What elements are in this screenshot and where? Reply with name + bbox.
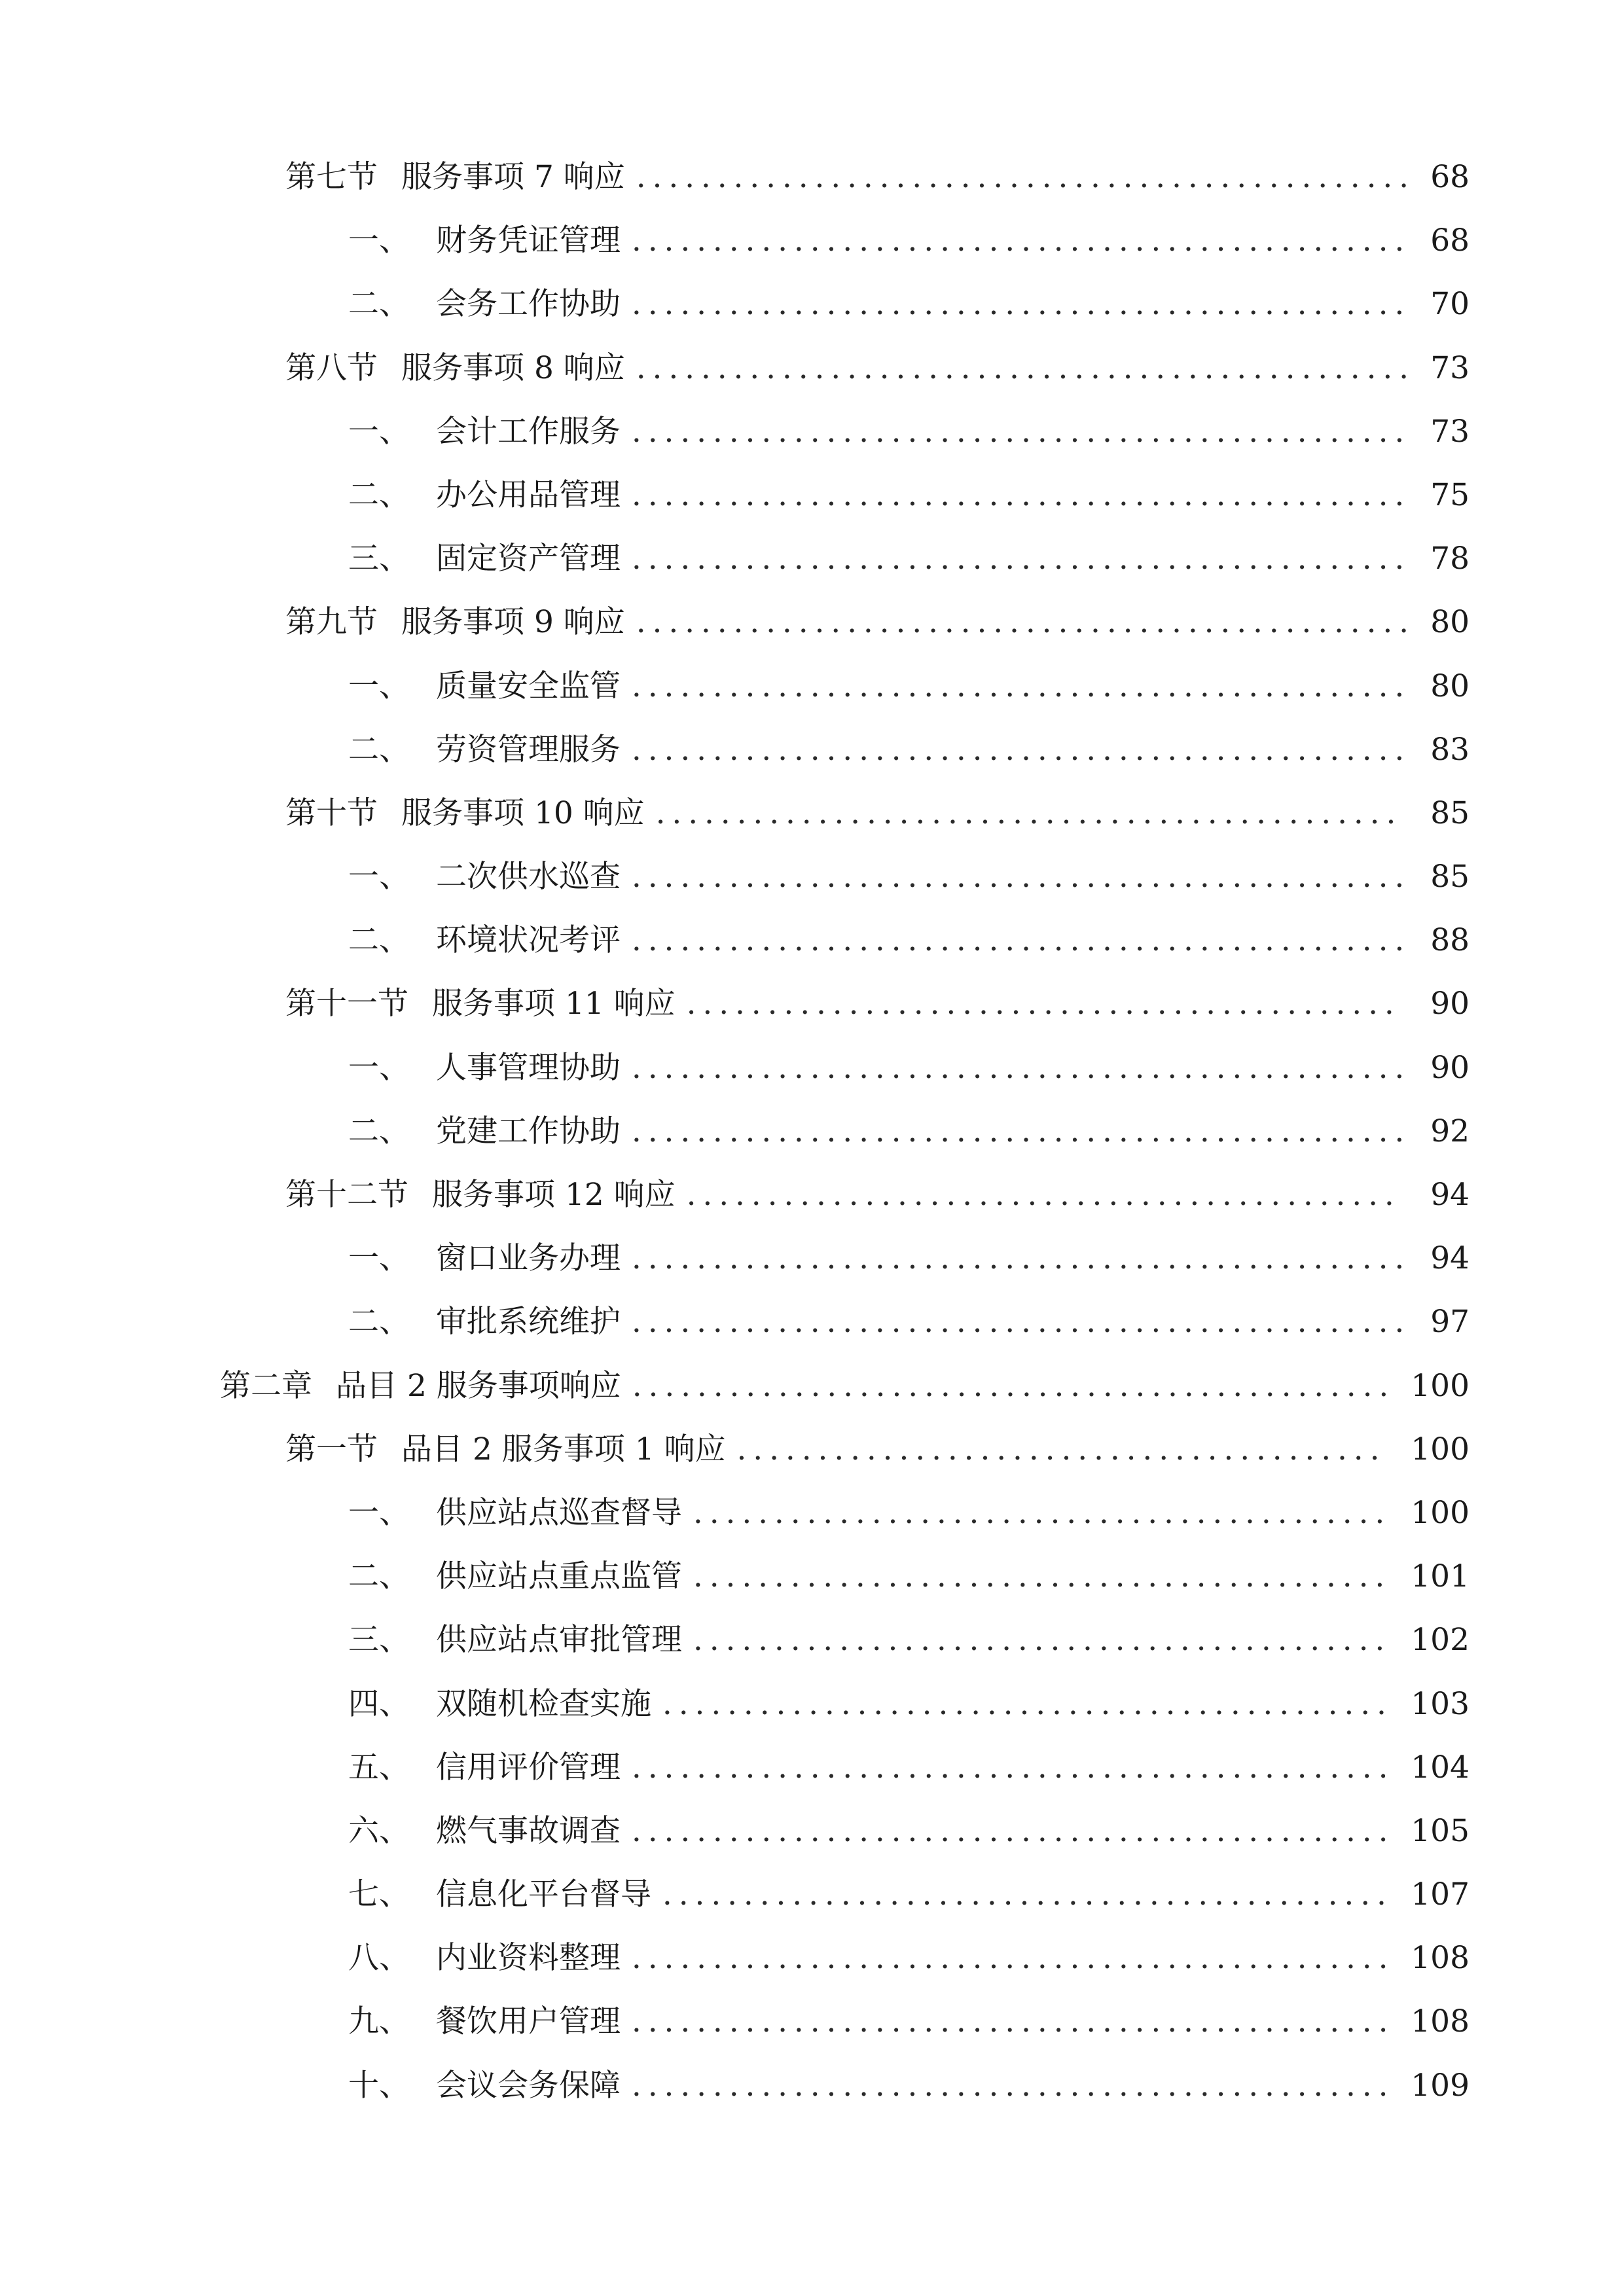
toc-entry-number: 一、 [348, 223, 410, 259]
toc-entry-label [348, 2054, 621, 2117]
toc-entry-label [285, 781, 645, 845]
toc-entry-number: 三、 [348, 1622, 410, 1659]
toc-entry[interactable] [0, 1418, 1624, 1481]
toc-entry-number: 八、 [348, 1940, 410, 1977]
toc-entry-number: 四、 [348, 1685, 410, 1722]
toc-entry[interactable] [0, 845, 1624, 908]
toc-entry-title: 餐饮用户管理 [436, 2003, 621, 2040]
toc-entry-number: 二、 [348, 286, 410, 323]
toc-entry-page-number: 85 [1430, 859, 1470, 895]
toc-dot-leader: . . . . . . . . . . . . . . . . . . . . . . . . . . . . . . . . . . . . . . . . . . . . [686, 986, 1394, 1022]
toc-entry[interactable] [0, 590, 1624, 654]
toc-entry[interactable] [0, 1736, 1624, 1799]
toc-entry[interactable] [0, 1608, 1624, 1672]
toc-dot-leader: . . . . . . . . . . . . . . . . . . . . . . . . . . . . . . . . . . . . . . . . . . . . . . [655, 795, 1396, 831]
toc-entry-label [348, 1990, 621, 2053]
toc-dot-leader: . . . . . . . . . . . . . . . . . . . . . . . . . . . . . . . . . . . . . . . . . . . . . . . [631, 2003, 1388, 2040]
toc-entry-number: 七、 [348, 1876, 410, 1913]
toc-entry-number: 三、 [348, 541, 410, 577]
toc-entry-label [285, 972, 676, 1035]
toc-entry-label [348, 908, 621, 972]
toc-entry-page-number: 68 [1430, 159, 1470, 195]
toc-entry-page-number: 80 [1430, 668, 1470, 704]
toc-entry-label [348, 1227, 621, 1290]
toc-dot-leader: . . . . . . . . . . . . . . . . . . . . . . . . . . . . . . . . . . . . . . . . . . . [693, 1622, 1385, 1659]
toc-entry-title: 供应站点重点监管 [436, 1558, 682, 1595]
toc-entry[interactable] [0, 1545, 1624, 1608]
toc-entry-title: 审批系统维护 [436, 1304, 621, 1340]
toc-entry-label [348, 845, 621, 908]
toc-dot-leader: . . . . . . . . . . . . . . . . . . . . . . . . . . . . . . . . . . . . . . . . . . . . . [662, 1685, 1386, 1722]
toc-entry-title: 会务工作协助 [436, 286, 621, 323]
toc-entry-page-number: 107 [1411, 1876, 1470, 1913]
toc-entry-title: 服务事项 11 响应 [432, 986, 676, 1022]
toc-entry[interactable] [0, 781, 1624, 845]
toc-entry-number: 二、 [348, 1558, 410, 1595]
toc-entry[interactable] [0, 718, 1624, 781]
toc-entry-label [285, 590, 625, 654]
toc-entry-title: 品目 2 服务事项响应 [336, 1367, 621, 1404]
toc-entry-title: 信息化平台督导 [436, 1876, 651, 1913]
toc-entry[interactable] [0, 336, 1624, 400]
toc-entry-number: 一、 [348, 1240, 410, 1277]
toc-entry-page-number: 75 [1430, 476, 1470, 513]
toc-entry[interactable] [0, 1036, 1624, 1100]
toc-entry-title: 信用评价管理 [436, 1749, 621, 1785]
toc-entry-page-number: 100 [1411, 1431, 1470, 1467]
toc-entry-page-number: 73 [1430, 350, 1470, 386]
toc-dot-leader: . . . . . . . . . . . . . . . . . . . . . . . . . . . . . . . . . . . . . . . . . . . . . . . . [631, 1304, 1405, 1340]
toc-entry-page-number: 94 [1430, 1177, 1470, 1213]
toc-entry-number: 一、 [348, 1494, 410, 1531]
toc-entry-label [348, 1926, 621, 1990]
toc-entry-number: 一、 [348, 859, 410, 895]
toc-entry[interactable] [0, 272, 1624, 336]
toc-entry-label [348, 527, 621, 590]
toc-entry-title: 服务事项 10 响应 [401, 795, 645, 831]
toc-entry-title: 二次供水巡查 [436, 859, 621, 895]
toc-entry[interactable] [0, 1990, 1624, 2053]
toc-entry-page-number: 92 [1430, 1113, 1470, 1149]
toc-entry-title: 人事管理协助 [436, 1049, 621, 1086]
toc-entry-title: 供应站点巡查督导 [436, 1494, 682, 1531]
toc-dot-leader: . . . . . . . . . . . . . . . . . . . . . . . . . . . . . . . . . . . . . . . . [736, 1431, 1380, 1467]
toc-dot-leader: . . . . . . . . . . . . . . . . . . . . . . . . . . . . . . . . . . . . . . . . . . . . . . . . [636, 159, 1409, 195]
toc-dot-leader: . . . . . . . . . . . . . . . . . . . . . . . . . . . . . . . . . . . . . . . . . . . . . . . [631, 1749, 1388, 1785]
toc-entry-label [348, 1290, 621, 1354]
toc-dot-leader: . . . . . . . . . . . . . . . . . . . . . . . . . . . . . . . . . . . . . . . . . . . . . . . . [636, 350, 1409, 386]
toc-entry-page-number: 103 [1411, 1685, 1470, 1722]
toc-entry-title: 财务凭证管理 [436, 223, 621, 259]
toc-dot-leader: . . . . . . . . . . . . . . . . . . . . . . . . . . . . . . . . . . . . . . . . . . . . . [662, 1876, 1386, 1913]
toc-dot-leader: . . . . . . . . . . . . . . . . . . . . . . . . . . . . . . . . . . . . . . . . . . . . . . . . [631, 223, 1405, 259]
toc-entry-label [285, 145, 625, 209]
toc-entry-page-number: 83 [1430, 731, 1470, 768]
toc-dot-leader: . . . . . . . . . . . . . . . . . . . . . . . . . . . . . . . . . . . . . . . . . . . . . . . . [631, 1240, 1405, 1277]
toc-entry-title: 会计工作服务 [436, 413, 621, 450]
toc-entry-label [348, 1863, 651, 1926]
toc-entry-title: 服务事项 12 响应 [432, 1177, 676, 1213]
toc-entry[interactable] [0, 527, 1624, 590]
toc-entry-page-number: 104 [1411, 1749, 1470, 1785]
toc-entry-title: 服务事项 8 响应 [401, 350, 625, 386]
toc-entry-page-number: 102 [1411, 1622, 1470, 1659]
toc-entry[interactable] [0, 1290, 1624, 1354]
toc-entry[interactable] [0, 908, 1624, 972]
toc-dot-leader: . . . . . . . . . . . . . . . . . . . . . . . . . . . . . . . . . . . . . . . . . . . . . . . . [636, 604, 1409, 641]
toc-entry-page-number: 78 [1430, 541, 1470, 577]
toc-entry[interactable] [0, 209, 1624, 272]
toc-entry[interactable] [0, 1481, 1624, 1545]
toc-entry-number: 第十二节 [285, 1177, 408, 1213]
toc-dot-leader: . . . . . . . . . . . . . . . . . . . . . . . . . . . . . . . . . . . . . . . . . . . . . . . . [631, 1113, 1405, 1149]
toc-entry-page-number: 90 [1430, 986, 1470, 1022]
toc-entry-page-number: 108 [1411, 1940, 1470, 1977]
toc-entry-label [285, 1163, 676, 1227]
toc-entry-page-number: 90 [1430, 1049, 1470, 1086]
toc-dot-leader: . . . . . . . . . . . . . . . . . . . . . . . . . . . . . . . . . . . . . . . . . . . . . . . [631, 2067, 1388, 2104]
toc-entry[interactable] [0, 145, 1624, 209]
toc-entry-title: 服务事项 7 响应 [401, 159, 625, 195]
toc-entry-number: 二、 [348, 1113, 410, 1149]
toc-entry-page-number: 73 [1430, 413, 1470, 450]
toc-entry-number: 九、 [348, 2003, 410, 2040]
toc-dot-leader: . . . . . . . . . . . . . . . . . . . . . . . . . . . . . . . . . . . . . . . . . . . . . . . . [631, 476, 1405, 513]
toc-entry-page-number: 88 [1430, 922, 1470, 959]
toc-entry-title: 供应站点审批管理 [436, 1622, 682, 1659]
toc-entry-label [348, 463, 621, 527]
toc-entry[interactable] [0, 1926, 1624, 1990]
table-of-contents [0, 145, 1624, 2117]
toc-entry-number: 第九节 [285, 604, 378, 641]
toc-entry-number: 一、 [348, 1049, 410, 1086]
toc-entry-title: 办公用品管理 [436, 476, 621, 513]
toc-entry-number: 十、 [348, 2067, 410, 2104]
toc-dot-leader: . . . . . . . . . . . . . . . . . . . . . . . . . . . . . . . . . . . . . . . . . . . . . . . . [631, 922, 1405, 959]
toc-entry-number: 二、 [348, 922, 410, 959]
toc-entry-number: 第十一节 [285, 986, 408, 1022]
toc-dot-leader: . . . . . . . . . . . . . . . . . . . . . . . . . . . . . . . . . . . . . . . . . . . . . . . . [631, 859, 1405, 895]
toc-dot-leader: . . . . . . . . . . . . . . . . . . . . . . . . . . . . . . . . . . . . . . . . . . . . . . . [632, 1367, 1389, 1404]
toc-entry[interactable] [0, 972, 1624, 1035]
toc-entry-label [348, 1672, 651, 1736]
toc-entry[interactable] [0, 400, 1624, 463]
toc-entry-title: 双随机检查实施 [436, 1685, 651, 1722]
toc-entry-label [348, 1608, 682, 1672]
toc-entry-label [348, 400, 621, 463]
toc-entry-title: 固定资产管理 [436, 541, 621, 577]
toc-entry-label [348, 718, 621, 781]
toc-entry-label [348, 1036, 621, 1100]
toc-dot-leader: . . . . . . . . . . . . . . . . . . . . . . . . . . . . . . . . . . . . . . . . . . . . . . . [631, 1940, 1388, 1977]
toc-entry-label [348, 1100, 621, 1163]
toc-entry-title: 党建工作协助 [436, 1113, 621, 1149]
toc-entry-page-number: 108 [1411, 2003, 1470, 2040]
toc-entry-page-number: 97 [1430, 1304, 1470, 1340]
toc-entry-number: 第十节 [285, 795, 378, 831]
toc-entry[interactable] [0, 1799, 1624, 1863]
toc-dot-leader: . . . . . . . . . . . . . . . . . . . . . . . . . . . . . . . . . . . . . . . . . . . . . . . . [631, 1049, 1405, 1086]
toc-entry-number: 第七节 [285, 159, 378, 195]
toc-entry-label [348, 209, 621, 272]
toc-entry-title: 服务事项 9 响应 [401, 604, 625, 641]
toc-entry-label [348, 1736, 621, 1799]
toc-entry[interactable] [0, 655, 1624, 718]
toc-entry-title: 会议会务保障 [436, 2067, 621, 2104]
toc-entry-number: 二、 [348, 476, 410, 513]
toc-entry-title: 窗口业务办理 [436, 1240, 621, 1277]
toc-entry-number: 二、 [348, 1304, 410, 1340]
toc-entry-title: 品目 2 服务事项 1 响应 [401, 1431, 726, 1467]
toc-entry-title: 劳资管理服务 [436, 731, 621, 768]
toc-entry-page-number: 101 [1411, 1558, 1470, 1595]
toc-entry-label [220, 1354, 621, 1418]
toc-entry-page-number: 70 [1430, 286, 1470, 323]
toc-entry-label [348, 1799, 621, 1863]
toc-entry[interactable] [0, 1672, 1624, 1736]
toc-entry[interactable] [0, 2054, 1624, 2117]
toc-dot-leader: . . . . . . . . . . . . . . . . . . . . . . . . . . . . . . . . . . . . . . . . . . . . . . . [631, 1812, 1388, 1849]
toc-entry-label [348, 1481, 682, 1545]
toc-entry[interactable] [0, 1354, 1624, 1418]
toc-entry-number: 一、 [348, 668, 410, 704]
toc-entry-number: 第八节 [285, 350, 378, 386]
toc-entry-page-number: 100 [1411, 1494, 1470, 1531]
toc-entry-page-number: 68 [1430, 223, 1470, 259]
toc-entry[interactable] [0, 1227, 1624, 1290]
toc-entry-page-number: 109 [1411, 2067, 1470, 2104]
toc-entry-number: 第一节 [285, 1431, 378, 1467]
toc-dot-leader: . . . . . . . . . . . . . . . . . . . . . . . . . . . . . . . . . . . . . . . . . . . . . . . . [631, 286, 1405, 323]
toc-entry-page-number: 100 [1411, 1367, 1470, 1404]
toc-entry-page-number: 105 [1411, 1812, 1470, 1849]
toc-entry-number: 五、 [348, 1749, 410, 1785]
toc-entry-number: 一、 [348, 413, 410, 450]
toc-dot-leader: . . . . . . . . . . . . . . . . . . . . . . . . . . . . . . . . . . . . . . . . . . . . . . . . [631, 541, 1405, 577]
toc-entry-label [348, 1545, 682, 1608]
toc-entry-title: 内业资料整理 [436, 1940, 621, 1977]
toc-dot-leader: . . . . . . . . . . . . . . . . . . . . . . . . . . . . . . . . . . . . . . . . . . . . . . . . [631, 668, 1405, 704]
toc-entry-page-number: 80 [1430, 604, 1470, 641]
toc-dot-leader: . . . . . . . . . . . . . . . . . . . . . . . . . . . . . . . . . . . . . . . . . . . . . . . . [631, 731, 1405, 768]
toc-entry-number: 第二章 [220, 1367, 312, 1404]
toc-entry-label [348, 655, 621, 718]
toc-entry-page-number: 94 [1430, 1240, 1470, 1277]
toc-entry[interactable] [0, 463, 1624, 527]
toc-entry-label [285, 336, 625, 400]
toc-entry-number: 二、 [348, 731, 410, 768]
toc-entry-number: 六、 [348, 1812, 410, 1849]
toc-dot-leader: . . . . . . . . . . . . . . . . . . . . . . . . . . . . . . . . . . . . . . . . . . . [693, 1494, 1385, 1531]
toc-dot-leader: . . . . . . . . . . . . . . . . . . . . . . . . . . . . . . . . . . . . . . . . . . . . . . . . [631, 413, 1405, 450]
toc-dot-leader: . . . . . . . . . . . . . . . . . . . . . . . . . . . . . . . . . . . . . . . . . . . . [686, 1177, 1394, 1213]
toc-entry-label [348, 272, 621, 336]
toc-entry-title: 环境状况考评 [436, 922, 621, 959]
toc-entry-title: 质量安全监管 [436, 668, 621, 704]
toc-entry-title: 燃气事故调查 [436, 1812, 621, 1849]
toc-entry-label [285, 1418, 726, 1481]
toc-entry[interactable] [0, 1863, 1624, 1926]
toc-dot-leader: . . . . . . . . . . . . . . . . . . . . . . . . . . . . . . . . . . . . . . . . . . . [693, 1558, 1385, 1595]
toc-entry[interactable] [0, 1163, 1624, 1227]
toc-entry[interactable] [0, 1100, 1624, 1163]
toc-entry-page-number: 85 [1430, 795, 1470, 831]
